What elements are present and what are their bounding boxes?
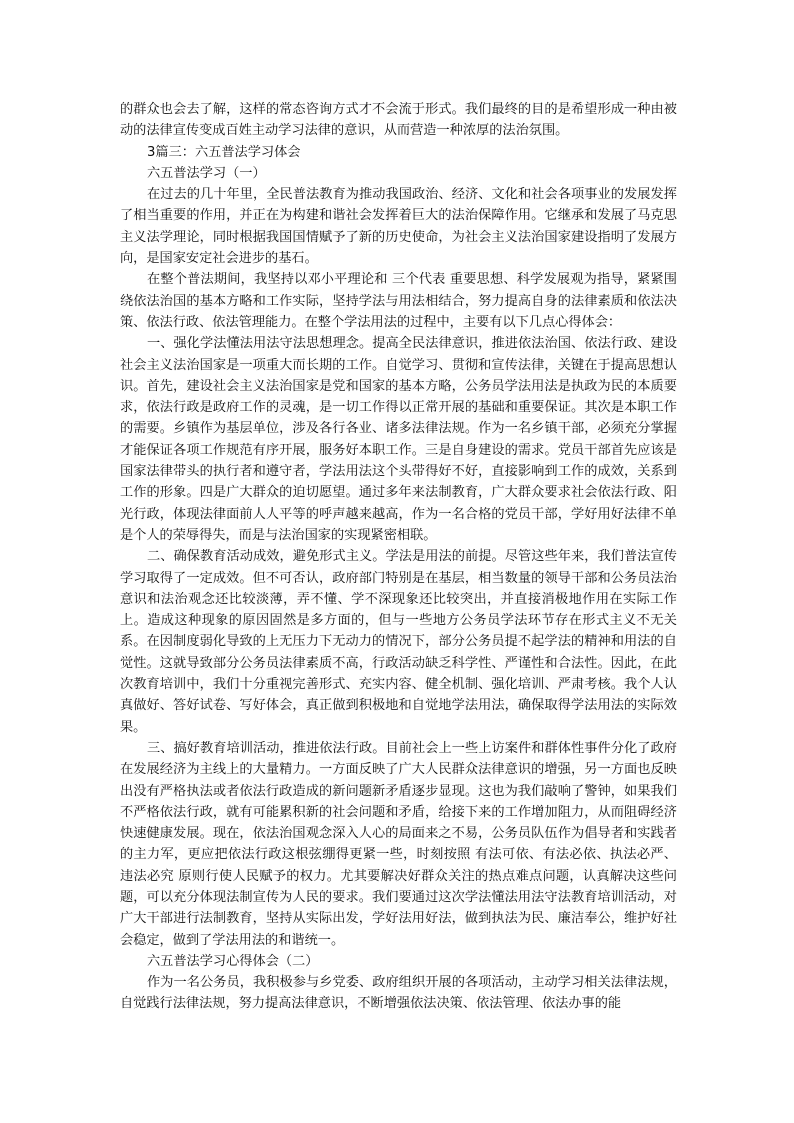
body-paragraph: 一、强化学法懂法用法守法思想理念。提高全民法律意识，推进依法治国、依法行政、建设社会主义法治国家是一项重大而长期的工作。自觉学习、贯彻和宣传法律，关键在于提高思想认识。首先，建设社会主义法治国家是党和国家的基本方略，公务员学法用法是执政为民的本质要求，依法行政是政府工作的灵魂，是一切工作得以正常开展的基础和重要保证。其次是本职工作的需要。乡镇作为基层单位，涉及各行各业、诸多法律法规。作为一名乡镇干部，必须充分掌握才能保证各项工作规范有序开展，服务好本职工作。三是自身建设的需求。党员干部首先应该是国家法律带头的执行者和遵守者，学法用法这个头带得好不好，直接影响到工作的成效，关系到工作的形象。四是广大群众的迫切愿望。通过多年来法制教育，广大群众要求社会依法行政、阳光行政，体现法律面前人人平等的呼声越来越高，作为一名合格的党员干部，学好用好法律不单是个人的荣辱得失，而是与法治国家的实现紧密相联。 xyxy=(120,336,677,543)
document-page xyxy=(120,99,677,1015)
body-paragraph: 三、搞好教育培训活动，推进依法行政。目前社会上一些上访案件和群体性事件分化了政府在发展经济为主线上的大量精力。一方面反映了广大人民群众法律意识的增强，另一方面也反映出没有严格执法或者依法行政造成的新问题新矛盾逐步显现。这也为我们敲响了警钟，如果我们不严格依法行政，就有可能累积新的社会问题和矛盾，给接下来的工作增加阻力，从而阻碍经济快速健康发展。现在，依法治国观念深入人心的局面来之不易，公务员队伍作为倡导者和实践者的主力军，更应把依法行政这根弦绷得更紧一些，时刻按照 有法可依、有法必依、执法必严、违法必究 原则行使人民赋予的权力。尤其要解决好群众关注的热点难点问题，认真解决这些问题，可以充分体现法制宣传为人民的要求。我们要通过这次学法懂法用法守法教育培训活动，对广大干部进行法制教育，坚持从实际出发，学好法用好法，做到执法为民、廉洁奉公，维护好社会稳定，做到了学法用法的和谐统一。 xyxy=(120,740,677,948)
body-paragraph: 作为一名公务员，我积极参与乡党委、政府组织开展的各项活动，主动学习相关法律法规，自觉践行法律法规，努力提高法律意识，不断增强依法决策、依法管理、依法办事的能 xyxy=(120,975,677,1012)
paragraph-continued: 的群众也会去了解，这样的常态咨询方式才不会流于形式。我们最终的目的是希望形成一种由被动的法律宣传变成百姓主动学习法律的意识，从而营造一种浓厚的法治氛围。 xyxy=(120,102,677,139)
body-paragraph: 在过去的几十年里，全民普法教育为推动我国政治、经济、文化和社会各项事业的发展发挥了相当重要的作用，并正在为构建和谐社会发挥着巨大的法治保障作用。它继承和发展了马克思主义法学理论，同时根据我国国情赋予了新的历史使命，为社会主义法治国家建设指明了发展方向，是国家安定社会进步的基石。 xyxy=(120,187,677,267)
body-paragraph: 在整个普法期间，我坚持以邓小平理论和 三个代表 重要思想、科学发展观为指导，紧紧围绕依法治国的基本方略和工作实际，坚持学法与用法相结合，努力提高自身的法律素质和依法决策、依法行政、依法管理能力。在整个学法用法的过程中，主要有以下几点心得体会： xyxy=(120,272,677,330)
subsection-heading: 六五普法学习心得体会（二） xyxy=(147,953,319,969)
body-paragraph: 二、确保教育活动成效，避免形式主义。学法是用法的前提。尽管这些年来，我们普法宣传学习取得了一定成效。但不可否认，政府部门特别是在基层，相当数量的领导干部和公务员法治意识和法治观念还比较淡薄，弄不懂、学不深现象还比较突出，并直接消极地作用在实际工作上。造成这种现象的原因固然是多方面的，但与一些地方公务员学法环节存在形式主义不无关系。在因制度弱化导致的上无压力下无动力的情况下，部分公务员提不起学法的精神和用法的自觉性。这就导致部分公务员法律素质不高，行政活动缺乏科学性、严谨性和合法性。因此，在此次教育培训中，我们十分重视完善形式、充实内容、健全机制、强化培训、严肃考核。我个人认真做好、答好试卷、写好体会，真正做到积极地和自觉地学法用法，确保取得学法用法的实际效果。 xyxy=(120,549,677,735)
section-heading: 3篇三：六五普法学习体会 xyxy=(147,144,301,160)
subsection-heading: 六五普法学习（一） xyxy=(147,165,266,181)
